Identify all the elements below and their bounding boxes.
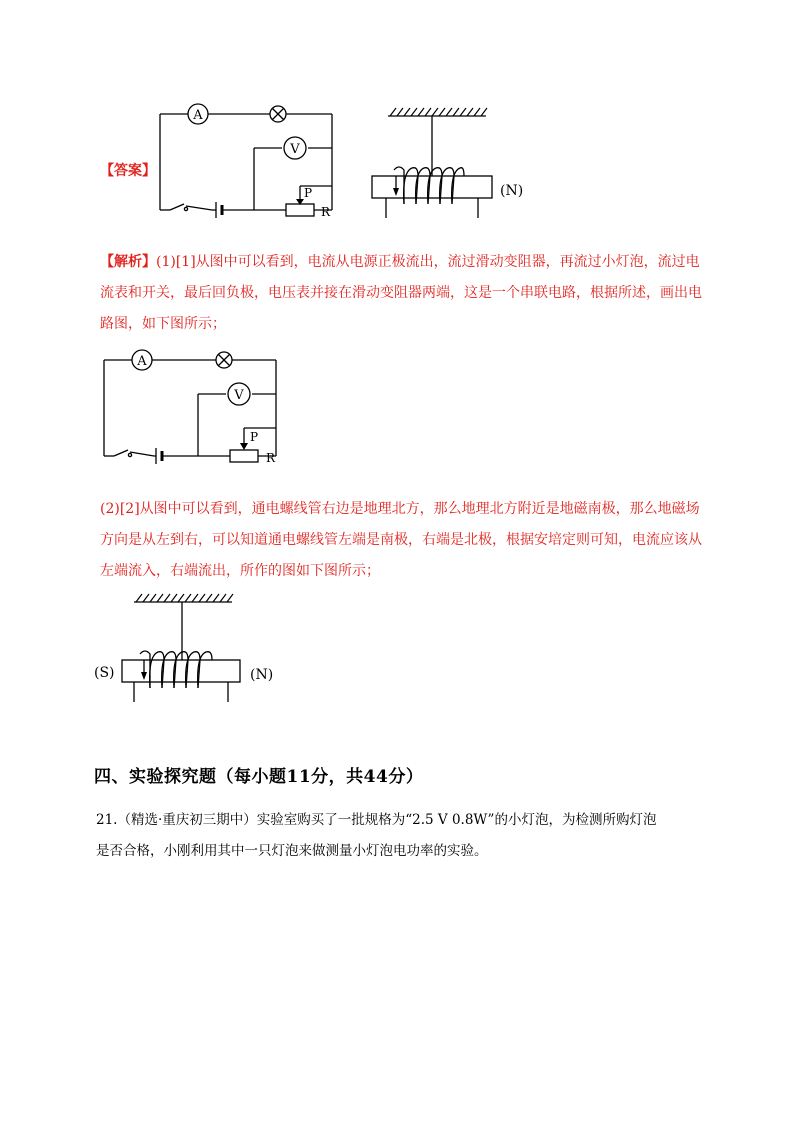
lamp-icon [270,106,286,122]
switch-icon [114,450,132,457]
ammeter-label: A [137,354,147,369]
section-title: 四、实验探究题（每小题11分，共44分） [94,767,424,787]
analysis-part1-line1: (1)[1]从图中可以看到，电流从电源正极流出，流过滑动变阻器，再流过小灯泡，流过电 [156,254,700,270]
north-pole-label: (N) [250,667,274,683]
analysis-label: 【解析】 [100,254,156,270]
ammeter-label: A [193,108,203,123]
rheostat-icon [286,204,314,216]
analysis-part1-line3: 路图，如下图所示； [100,316,226,332]
lamp-icon [216,352,232,368]
question-21 [96,805,726,867]
question-21-line1: 21.（精选·重庆初三期中）实验室购买了一批规格为“2.5 V 0.8W”的小灯泡，为检测所购灯泡 [96,812,657,828]
slider-label: P [250,430,259,444]
hatch-ceiling-icon [136,594,233,602]
slider-label: P [304,186,313,200]
south-pole-label: (S) [94,665,115,681]
analysis-part2-line3: 左端流入，右端流出，所作的图如下图所示； [100,563,380,579]
analysis-solenoid-diagram [94,586,294,710]
voltmeter-label: V [290,142,300,157]
north-pole-label: (N) [500,183,524,199]
rheostat-icon [230,450,258,462]
question-21-line2: 是否合格，小刚利用其中一只灯泡来做测量小灯泡电功率的实验。 [96,843,488,859]
answer-circuit-diagram [150,96,350,224]
analysis-part2-line1: (2)[2]从图中可以看到，通电螺线管右边是地理北方，那么地理北方附近是地磁南极，那么地磁场 [100,501,700,517]
answer-solenoid-diagram [366,100,546,224]
analysis-part1-line2: 流表和开关，最后回负极，电压表并接在滑动变阻器两端，这是一个串联电路，根据所述，画出电 [100,285,702,301]
resistor-label: R [266,451,276,465]
answer-label: 【答案】 [100,163,156,179]
analysis-part2 [100,494,720,587]
voltmeter-label: V [234,388,244,403]
switch-icon [170,204,188,211]
hatch-ceiling-icon [390,108,487,116]
resistor-label: R [321,205,331,219]
analysis-part1 [100,247,720,340]
analysis-circuit-diagram [94,342,294,468]
battery-icon [216,202,222,218]
analysis-part2-line2: 方向是从左到右，可以知道通电螺线管左端是南极，右端是北极，根据安培定则可知，电流应该从 [100,532,702,548]
battery-icon [156,448,162,464]
